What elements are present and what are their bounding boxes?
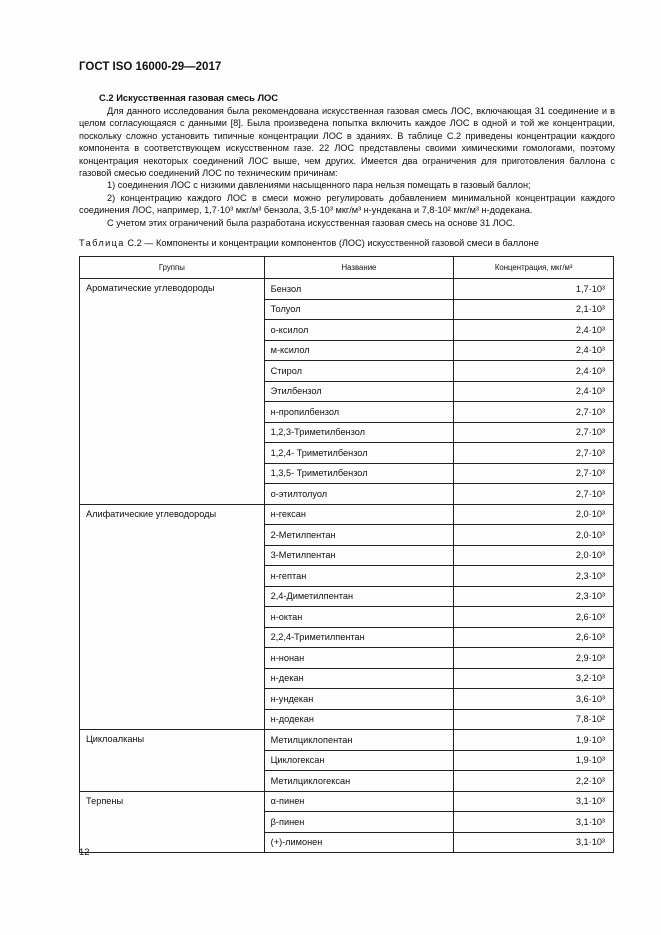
concentration-cell: 2,9·10³ [454, 648, 614, 669]
list-item: 2) концентрацию каждого ЛОС в смеси можно регулировать добавлением минимальной концентрации каждого соединения ЛОС, например, 1,7·10³ мкг/м³ бензола, 3,5·10³ мкг/м³ н-ундекана и 7,8·10² мкг/м³ н-додекана. [79, 192, 615, 216]
concentration-cell: 2,4·10³ [454, 381, 614, 402]
compound-name-cell: 3-Метилпентан [264, 545, 454, 566]
table-row [80, 791, 614, 812]
concentration-cell: 2,7·10³ [454, 443, 614, 464]
compound-name-cell: м-ксилол [264, 340, 454, 361]
group-cell: Алифатические углеводороды [80, 504, 265, 730]
body-text [79, 105, 615, 229]
concentration-cell: 2,0·10³ [454, 525, 614, 546]
table-caption [79, 238, 539, 248]
paragraph: С учетом этих ограничений была разработана искусственная газовая смесь на основе 31 ЛОС. [107, 217, 516, 228]
compound-name-cell: н-додекан [264, 709, 454, 730]
compound-name-cell: Метилциклогексан [264, 771, 454, 792]
header-groups: Группы [80, 257, 265, 279]
concentration-cell: 2,4·10³ [454, 320, 614, 341]
group-cell: Терпены [80, 791, 265, 853]
compound-name-cell: Толуол [264, 299, 454, 320]
compound-name-cell: Метилциклопентан [264, 730, 454, 751]
paragraph: Для данного исследования была рекомендована искусственная газовая смесь ЛОС, включающая 31 соединение и в целом согласующаяся с данными [8]. Была произведена попытка включить каждое ЛОС в одной и той же концентрации, поскольку сложно установить типичные концентрации ЛОС в зданиях. В таблице С.2 приведены концентрации каждого компонента в соответствующем искусственном газе. 22 ЛОС представлены своими химическими гомологами, поэтому концентрация некоторых соединений ЛОС выше, чем других. Имеется два ограничения для приготовления баллона с газовой смесью соединений ЛОС по техническим причинам: [79, 106, 615, 179]
compound-name-cell: 2,4-Диметилпентан [264, 586, 454, 607]
compound-name-cell: β-пинен [264, 812, 454, 833]
compound-name-cell: Бензол [264, 279, 454, 300]
compound-name-cell: 2,2,4-Триметилпентан [264, 627, 454, 648]
compound-name-cell: о-этилтолуол [264, 484, 454, 505]
concentration-cell: 2,7·10³ [454, 422, 614, 443]
compound-name-cell: 1,2,4- Триметилбензол [264, 443, 454, 464]
concentration-cell: 2,4·10³ [454, 340, 614, 361]
compound-name-cell: (+)-лимонен [264, 832, 454, 853]
table-header-row [80, 257, 614, 279]
compound-name-cell: Стирол [264, 361, 454, 382]
concentration-cell: 2,7·10³ [454, 463, 614, 484]
concentration-cell: 3,2·10³ [454, 668, 614, 689]
header-name: Название [264, 257, 454, 279]
compound-name-cell: 1,2,3-Триметилбензол [264, 422, 454, 443]
compound-name-cell: н-нонан [264, 648, 454, 669]
concentration-cell: 3,6·10³ [454, 689, 614, 710]
concentration-cell: 2,6·10³ [454, 627, 614, 648]
table-row [80, 730, 614, 751]
group-cell: Циклоалканы [80, 730, 265, 792]
compound-name-cell: Этилбензол [264, 381, 454, 402]
concentration-cell: 2,0·10³ [454, 504, 614, 525]
compound-name-cell: н-пропилбензол [264, 402, 454, 423]
compound-name-cell: н-гексан [264, 504, 454, 525]
concentration-cell: 2,7·10³ [454, 484, 614, 505]
table-row [80, 279, 614, 300]
group-cell: Ароматические углеводороды [80, 279, 265, 505]
concentration-cell: 1,9·10³ [454, 750, 614, 771]
concentration-cell: 2,3·10³ [454, 566, 614, 587]
concentration-cell: 1,7·10³ [454, 279, 614, 300]
document-header: ГОСТ ISO 16000-29—2017 [79, 61, 222, 73]
concentration-cell: 2,0·10³ [454, 545, 614, 566]
page-number: 12 [79, 846, 90, 857]
compound-name-cell: о-ксилол [264, 320, 454, 341]
compound-name-cell: α-пинен [264, 791, 454, 812]
concentration-cell: 2,2·10³ [454, 771, 614, 792]
concentration-cell: 2,3·10³ [454, 586, 614, 607]
concentration-cell: 2,1·10³ [454, 299, 614, 320]
compound-name-cell: н-гептан [264, 566, 454, 587]
compound-name-cell: н-октан [264, 607, 454, 628]
compound-name-cell: н-ундекан [264, 689, 454, 710]
compound-name-cell: 2-Метилпентан [264, 525, 454, 546]
concentration-cell: 3,1·10³ [454, 791, 614, 812]
compound-name-cell: Циклогексан [264, 750, 454, 771]
compound-name-cell: н-декан [264, 668, 454, 689]
compound-name-cell: 1,3,5- Триметилбензол [264, 463, 454, 484]
table-row [80, 504, 614, 525]
list-item: 1) соединения ЛОС с низкими давлениями насыщенного пара нельзя помещать в газовый баллон; [107, 180, 531, 191]
concentration-cell: 1,9·10³ [454, 730, 614, 751]
section-title: С.2 Искусственная газовая смесь ЛОС [99, 92, 279, 103]
concentration-cell: 3,1·10³ [454, 832, 614, 853]
header-concentration: Концентрация, мкг/м³ [454, 257, 614, 279]
concentration-cell: 2,6·10³ [454, 607, 614, 628]
concentration-cell: 2,4·10³ [454, 361, 614, 382]
concentration-cell: 7,8·10² [454, 709, 614, 730]
table-caption-text: С.2 — Компоненты и концентрации компонентов (ЛОС) искусственной газовой смеси в баллоне [124, 238, 539, 248]
table-caption-label: Таблица [79, 238, 125, 248]
components-table [79, 256, 614, 853]
concentration-cell: 2,7·10³ [454, 402, 614, 423]
concentration-cell: 3,1·10³ [454, 812, 614, 833]
